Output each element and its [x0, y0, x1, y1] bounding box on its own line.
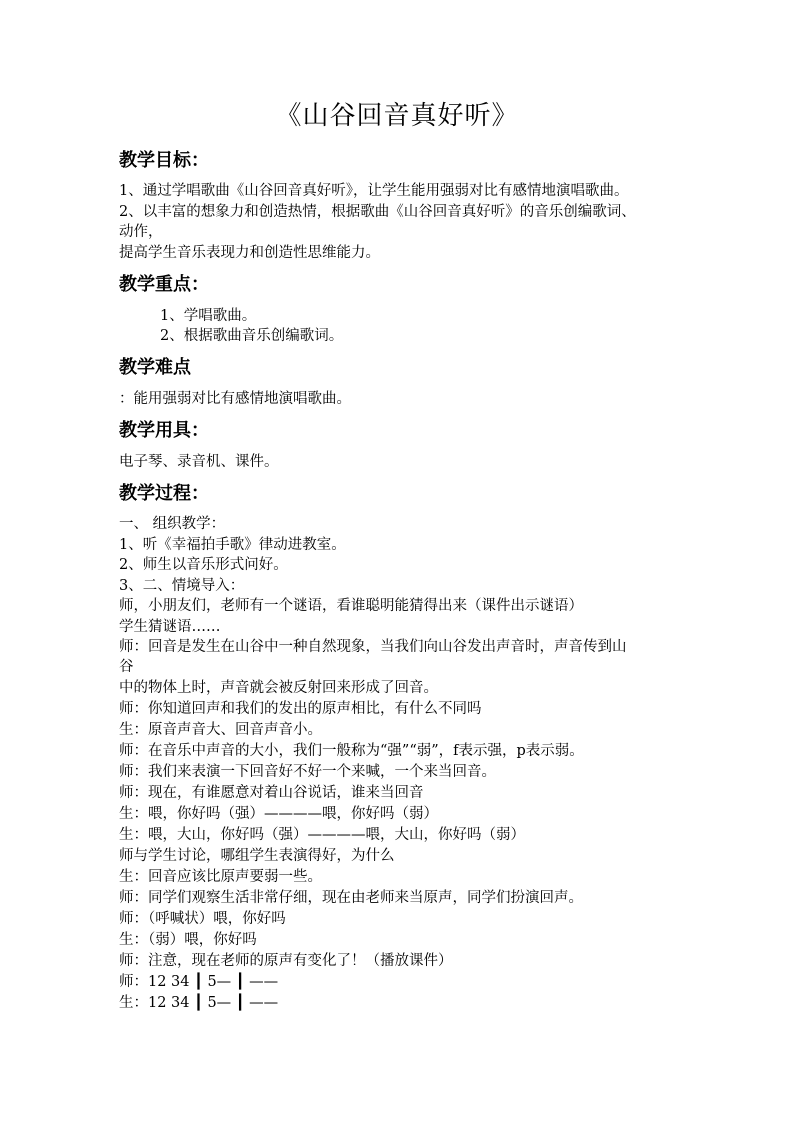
objectives-line-4: 提高学生音乐表现力和创造性思维能力。 — [119, 245, 380, 261]
process-line: 3、二、情境导入： — [119, 578, 245, 594]
process-line: 生：回音应该比原声要弱一些。 — [119, 869, 322, 885]
process-line: 师：我们来表演一下回音好不好一个来喊，一个来当回音。 — [119, 764, 496, 780]
process-line: 生：原音声音大、回音声音小。 — [119, 722, 322, 738]
objectives-line-2: 2、以丰富的想象力和创造热情，根据歌曲《山谷回音真好听》的音乐创编歌词、 — [119, 204, 636, 220]
process-line: 师：注意，现在老师的原声有变化了！（播放课件） — [119, 953, 453, 969]
process-line: 1、听《幸福拍手歌》律动进教室。 — [119, 537, 346, 553]
section-heading-tools: 教学用具： — [119, 420, 209, 441]
process-line: 一、 组织教学： — [119, 516, 226, 532]
process-line: 师：（呼喊状）喂，你好吗 — [119, 911, 286, 927]
process-line: 师：在音乐中声音的大小，我们一般称为“强”“弱”，f表示强，p表示弱。 — [119, 743, 584, 759]
tools-line-1: 电子琴、录音机、课件。 — [119, 454, 279, 470]
process-line: 中的物体上时，声音就会被反射回来形成了回音。 — [119, 680, 438, 696]
process-line: 2、师生以音乐形式问好。 — [119, 557, 288, 573]
process-line: 生：12 34 ┃ 5— ┃ —— — [119, 995, 279, 1011]
process-line: 生：喂，你好吗（强）————喂，你好吗（弱） — [119, 806, 438, 822]
key-points-line-2: 2、根据歌曲音乐创编歌词。 — [160, 328, 344, 344]
section-heading-objectives: 教学目标： — [119, 150, 209, 171]
document-title: 《山谷回音真好听》 — [275, 101, 519, 131]
process-line: 师：回音是发生在山谷中一种自然现象，当我们向山谷发出声音时，声音传到山 — [119, 639, 627, 655]
process-line: 谷 — [119, 659, 134, 675]
process-line: 学生猜谜语…… — [119, 619, 221, 635]
objectives-line-3: 动作， — [119, 224, 163, 240]
process-line: 师：你知道回声和我们的发出的原声相比，有什么不同吗 — [119, 701, 482, 717]
process-line: 师：同学们观察生活非常仔细，现在由老师来当原声，同学们扮演回声。 — [119, 890, 583, 906]
process-line: 师：现在，有谁愿意对着山谷说话，谁来当回音 — [119, 785, 424, 801]
section-heading-key-points: 教学重点： — [119, 274, 209, 295]
difficulties-line-1: ：能用强弱对比有感情地演唱歌曲。 — [119, 391, 351, 407]
section-heading-process: 教学过程： — [119, 483, 209, 504]
process-line: 师与学生讨论，哪组学生表演得好，为什么 — [119, 848, 395, 864]
key-points-line-1: 1、学唱歌曲。 — [160, 308, 257, 324]
section-heading-difficulties: 教学难点 — [119, 357, 191, 378]
process-line: 师：12 34 ┃ 5— ┃ —— — [119, 974, 279, 990]
objectives-line-1: 1、通过学唱歌曲《山谷回音真好听》，让学生能用强弱对比有感情地演唱歌曲。 — [119, 183, 629, 199]
process-line: 师，小朋友们，老师有一个谜语，看谁聪明能猜得出来（课件出示谜语） — [119, 598, 583, 614]
process-line: 生：喂，大山，你好吗（强）————喂，大山，你好吗（弱） — [119, 827, 525, 843]
process-line: 生：（弱）喂，你好吗 — [119, 932, 257, 948]
